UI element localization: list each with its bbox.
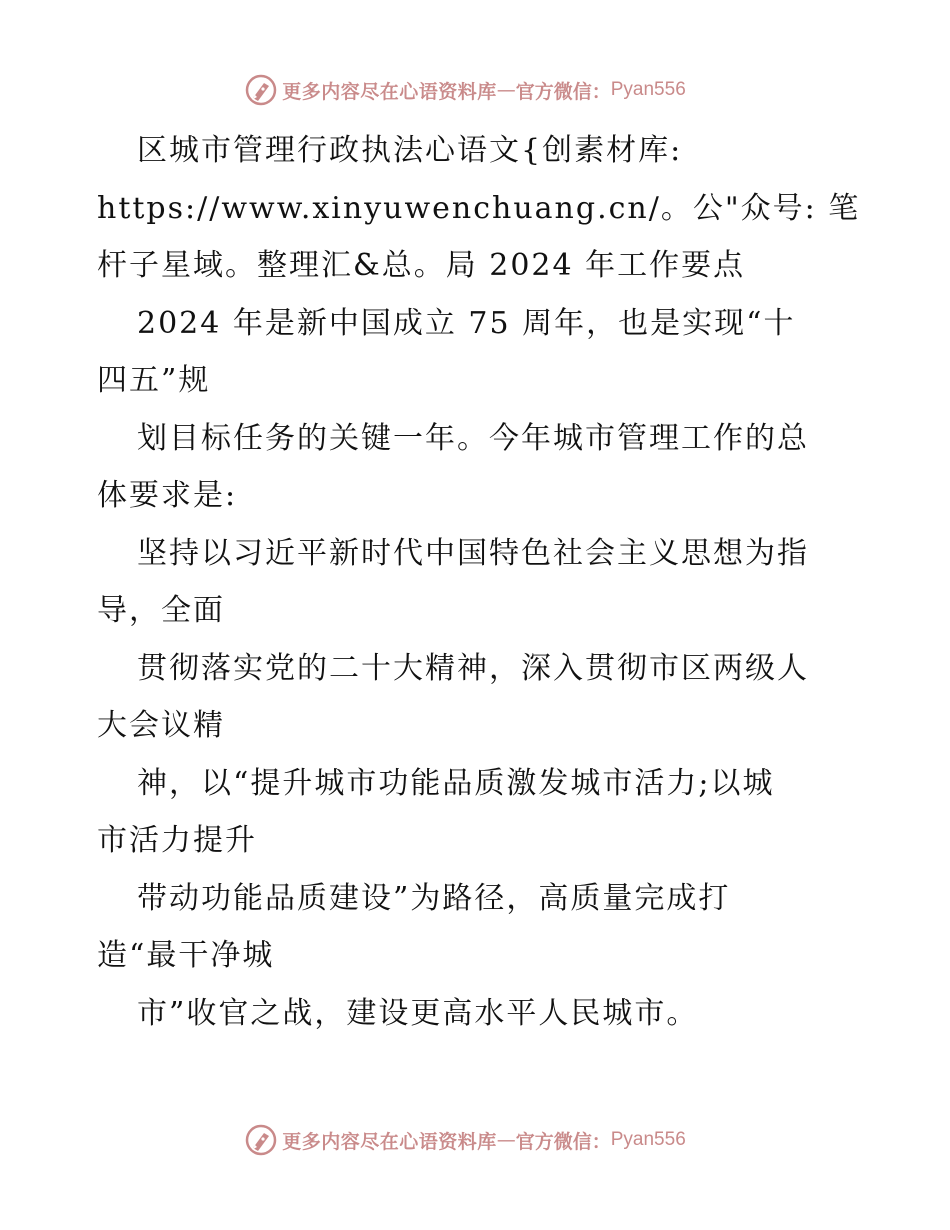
body-line: 造“最干净城 — [97, 938, 275, 973]
banner-separator: — — [496, 1129, 516, 1151]
body-line: 导，全面 — [97, 593, 225, 628]
body-line: 市”收官之战，建设更高水平人民城市。 — [137, 995, 699, 1031]
body-line: 体要求是: — [97, 478, 238, 513]
banner-site-text: 更多内容尽在心语资料库 — [282, 1130, 497, 1153]
body-line: 2024 年是新中国成立 75 周年，也是实现“十 — [137, 305, 796, 341]
footer-watermark-banner — [0, 1120, 950, 1160]
banner-site-text: 更多内容尽在心语资料库 — [282, 80, 497, 103]
body-line: 坚持以习近平新时代中国特色社会主义思想为指 — [137, 535, 809, 571]
body-line: 大会议精 — [97, 708, 225, 743]
body-line: 贯彻落实党的二十大精神，深入贯彻市区两级人 — [137, 650, 809, 686]
body-line: 杆子星域。整理汇&总。局 2024 年工作要点 — [97, 248, 746, 283]
body-line: 区城市管理行政执法心语文{创素材库: — [137, 133, 683, 168]
body-line: 带动功能品质建设”为路径，高质量完成打 — [137, 880, 731, 916]
banner-wechat-id: Pyan556 — [610, 1129, 686, 1150]
body-line: https://www.xinyuwenchuang.cn/。公"众号: 笔 — [97, 190, 861, 226]
body-line: 市活力提升 — [97, 823, 257, 858]
body-line: 划目标任务的关键一年。今年城市管理工作的总 — [137, 420, 809, 456]
banner-wechat-label: 官方微信： — [515, 1130, 611, 1153]
banner-separator: — — [496, 79, 516, 101]
banner-wechat-id: Pyan556 — [610, 79, 686, 100]
header-watermark-banner — [0, 70, 950, 110]
body-line: 四五”规 — [97, 363, 211, 398]
document-body — [97, 122, 867, 1042]
pen-nib-logo-icon — [244, 73, 278, 107]
body-line: 神，以“提升城市功能品质激发城市活力;以城 — [137, 765, 775, 801]
banner-wechat-label: 官方微信： — [515, 80, 611, 103]
pen-nib-logo-icon — [244, 1123, 278, 1157]
